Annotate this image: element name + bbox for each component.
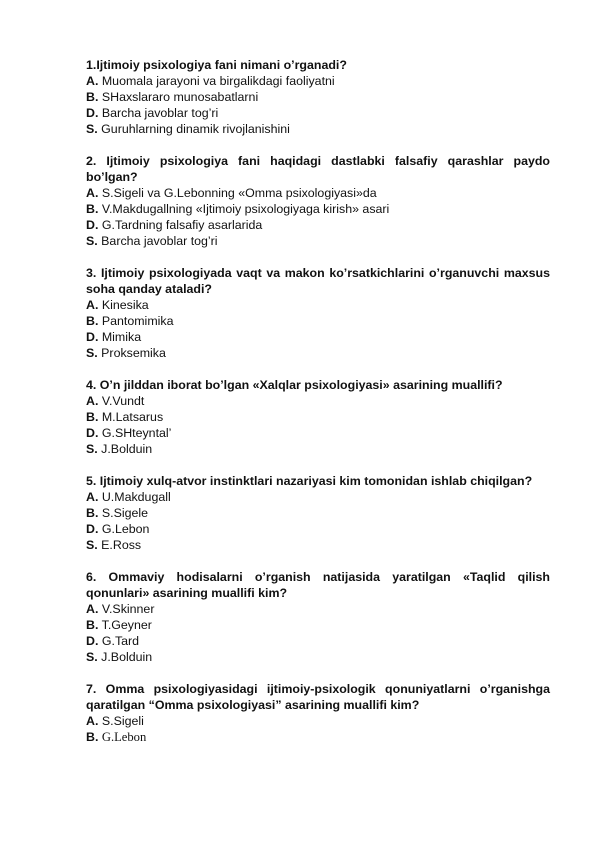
question-2 xyxy=(86,153,550,249)
option-b xyxy=(86,201,550,217)
option-letter: D. xyxy=(86,330,99,344)
option-text: SHaxslararo munosabatlarni xyxy=(101,90,259,104)
option-s xyxy=(86,345,550,361)
option-text: Pantomimika xyxy=(101,314,174,328)
option-letter: B. xyxy=(86,410,99,424)
option-a xyxy=(86,489,550,505)
option-text: G.Lebon xyxy=(101,522,150,536)
option-letter: S. xyxy=(86,442,98,456)
option-letter: D. xyxy=(86,218,99,232)
option-text: M.Latsarus xyxy=(101,410,164,424)
option-s xyxy=(86,649,550,665)
option-text: S.Sigeli va G.Lebonning «Omma psixologiyasi»da xyxy=(101,186,377,200)
option-text: T.Geyner xyxy=(101,618,152,632)
question-1 xyxy=(86,57,550,137)
option-text: Muomala jarayoni va birgalikdagi faoliyatni xyxy=(101,74,335,88)
option-letter: A. xyxy=(86,490,99,504)
question-list xyxy=(86,57,550,761)
option-text: Barcha javoblar tog’ri xyxy=(101,234,218,248)
option-letter: A. xyxy=(86,74,99,88)
option-b xyxy=(86,617,550,633)
option-text: G.Tardning falsafiy asarlarida xyxy=(101,218,263,232)
option-letter: B. xyxy=(86,730,99,744)
question-5 xyxy=(86,473,550,553)
option-text: Guruhlarning dinamik rivojlanishini xyxy=(101,122,290,136)
option-d xyxy=(86,521,550,537)
option-a xyxy=(86,713,550,729)
option-text: E.Ross xyxy=(101,538,142,552)
option-s xyxy=(86,121,550,137)
option-text: Proksemika xyxy=(101,346,166,360)
option-letter: D. xyxy=(86,106,99,120)
option-a xyxy=(86,601,550,617)
option-d xyxy=(86,217,550,233)
option-s xyxy=(86,537,550,553)
option-text: S.Sigele xyxy=(101,506,149,520)
question-text: 6. Ommaviy hodisalarni o’rganish natijasida yaratilgan «Taqlid qilish qonunlari» asarining muallifi kim? xyxy=(86,570,550,600)
question-text: 7. Omma psixologiyasidagi ijtimoiy-psixologik qonuniyatlarni o’rganishga qaratilgan “Omma psixologiyasi” asarining muallifi kim? xyxy=(86,682,550,712)
option-d xyxy=(86,105,550,121)
option-text: V.Skinner xyxy=(101,602,155,616)
option-d xyxy=(86,425,550,441)
option-a xyxy=(86,297,550,313)
option-letter: B. xyxy=(86,618,99,632)
question-text: 4. O’n jilddan iborat bo’lgan «Xalqlar psixologiyasi» asarining muallifi? xyxy=(86,378,503,392)
option-text: G.SHteyntal’ xyxy=(101,426,172,440)
option-text: G.Tard xyxy=(101,634,140,648)
option-text: Barcha javoblar tog’ri xyxy=(101,106,219,120)
question-6 xyxy=(86,569,550,665)
option-letter: B. xyxy=(86,314,99,328)
question-text: 3. Ijtimoiy psixologiyada vaqt va makon ko’rsatkichlarini o’rganuvchi maxsus soha qanday ataladi? xyxy=(86,266,550,296)
option-letter: B. xyxy=(86,90,99,104)
option-s xyxy=(86,233,550,249)
option-letter: A. xyxy=(86,714,99,728)
option-b xyxy=(86,505,550,521)
option-d xyxy=(86,329,550,345)
option-letter: D. xyxy=(86,426,99,440)
option-text: V.Vundt xyxy=(101,394,145,408)
option-letter: A. xyxy=(86,186,99,200)
option-text: J.Bolduin xyxy=(101,442,153,456)
option-d xyxy=(86,633,550,649)
option-letter: B. xyxy=(86,202,99,216)
option-letter: A. xyxy=(86,602,99,616)
option-text: J.Bolduin xyxy=(101,650,153,664)
option-text: Mimika xyxy=(101,330,142,344)
option-letter: D. xyxy=(86,522,99,536)
option-letter: D. xyxy=(86,634,99,648)
option-text: Kinesika xyxy=(101,298,149,312)
question-text: 5. Ijtimoiy xulq-atvor instinktlari nazariyasi kim tomonidan ishlab chiqilgan? xyxy=(86,474,533,488)
option-s xyxy=(86,441,550,457)
question-4 xyxy=(86,377,550,457)
option-text: S.Sigeli xyxy=(101,714,144,728)
option-letter: S. xyxy=(86,538,98,552)
option-text: V.Makdugallning «Ijtimoiy psixologiyaga kirish» asari xyxy=(101,202,390,216)
option-letter: S. xyxy=(86,650,98,664)
option-text: U.Makdugall xyxy=(101,490,171,504)
option-letter: S. xyxy=(86,234,98,248)
option-text: G.Lebon xyxy=(101,730,147,744)
question-text: 1.Ijtimoiy psixologiya fani nimani o’rganadi? xyxy=(86,58,347,72)
question-text: 2. Ijtimoiy psixologiya fani haqidagi dastlabki falsafiy qarashlar paydo bo’lgan? xyxy=(86,154,550,184)
option-b xyxy=(86,409,550,425)
option-letter: S. xyxy=(86,122,98,136)
option-letter: A. xyxy=(86,298,99,312)
option-a xyxy=(86,393,550,409)
option-a xyxy=(86,73,550,89)
option-b xyxy=(86,89,550,105)
question-7 xyxy=(86,681,550,745)
option-b xyxy=(86,729,550,745)
question-3 xyxy=(86,265,550,361)
option-b xyxy=(86,313,550,329)
option-letter: B. xyxy=(86,506,99,520)
option-letter: S. xyxy=(86,346,98,360)
option-a xyxy=(86,185,550,201)
option-letter: A. xyxy=(86,394,99,408)
